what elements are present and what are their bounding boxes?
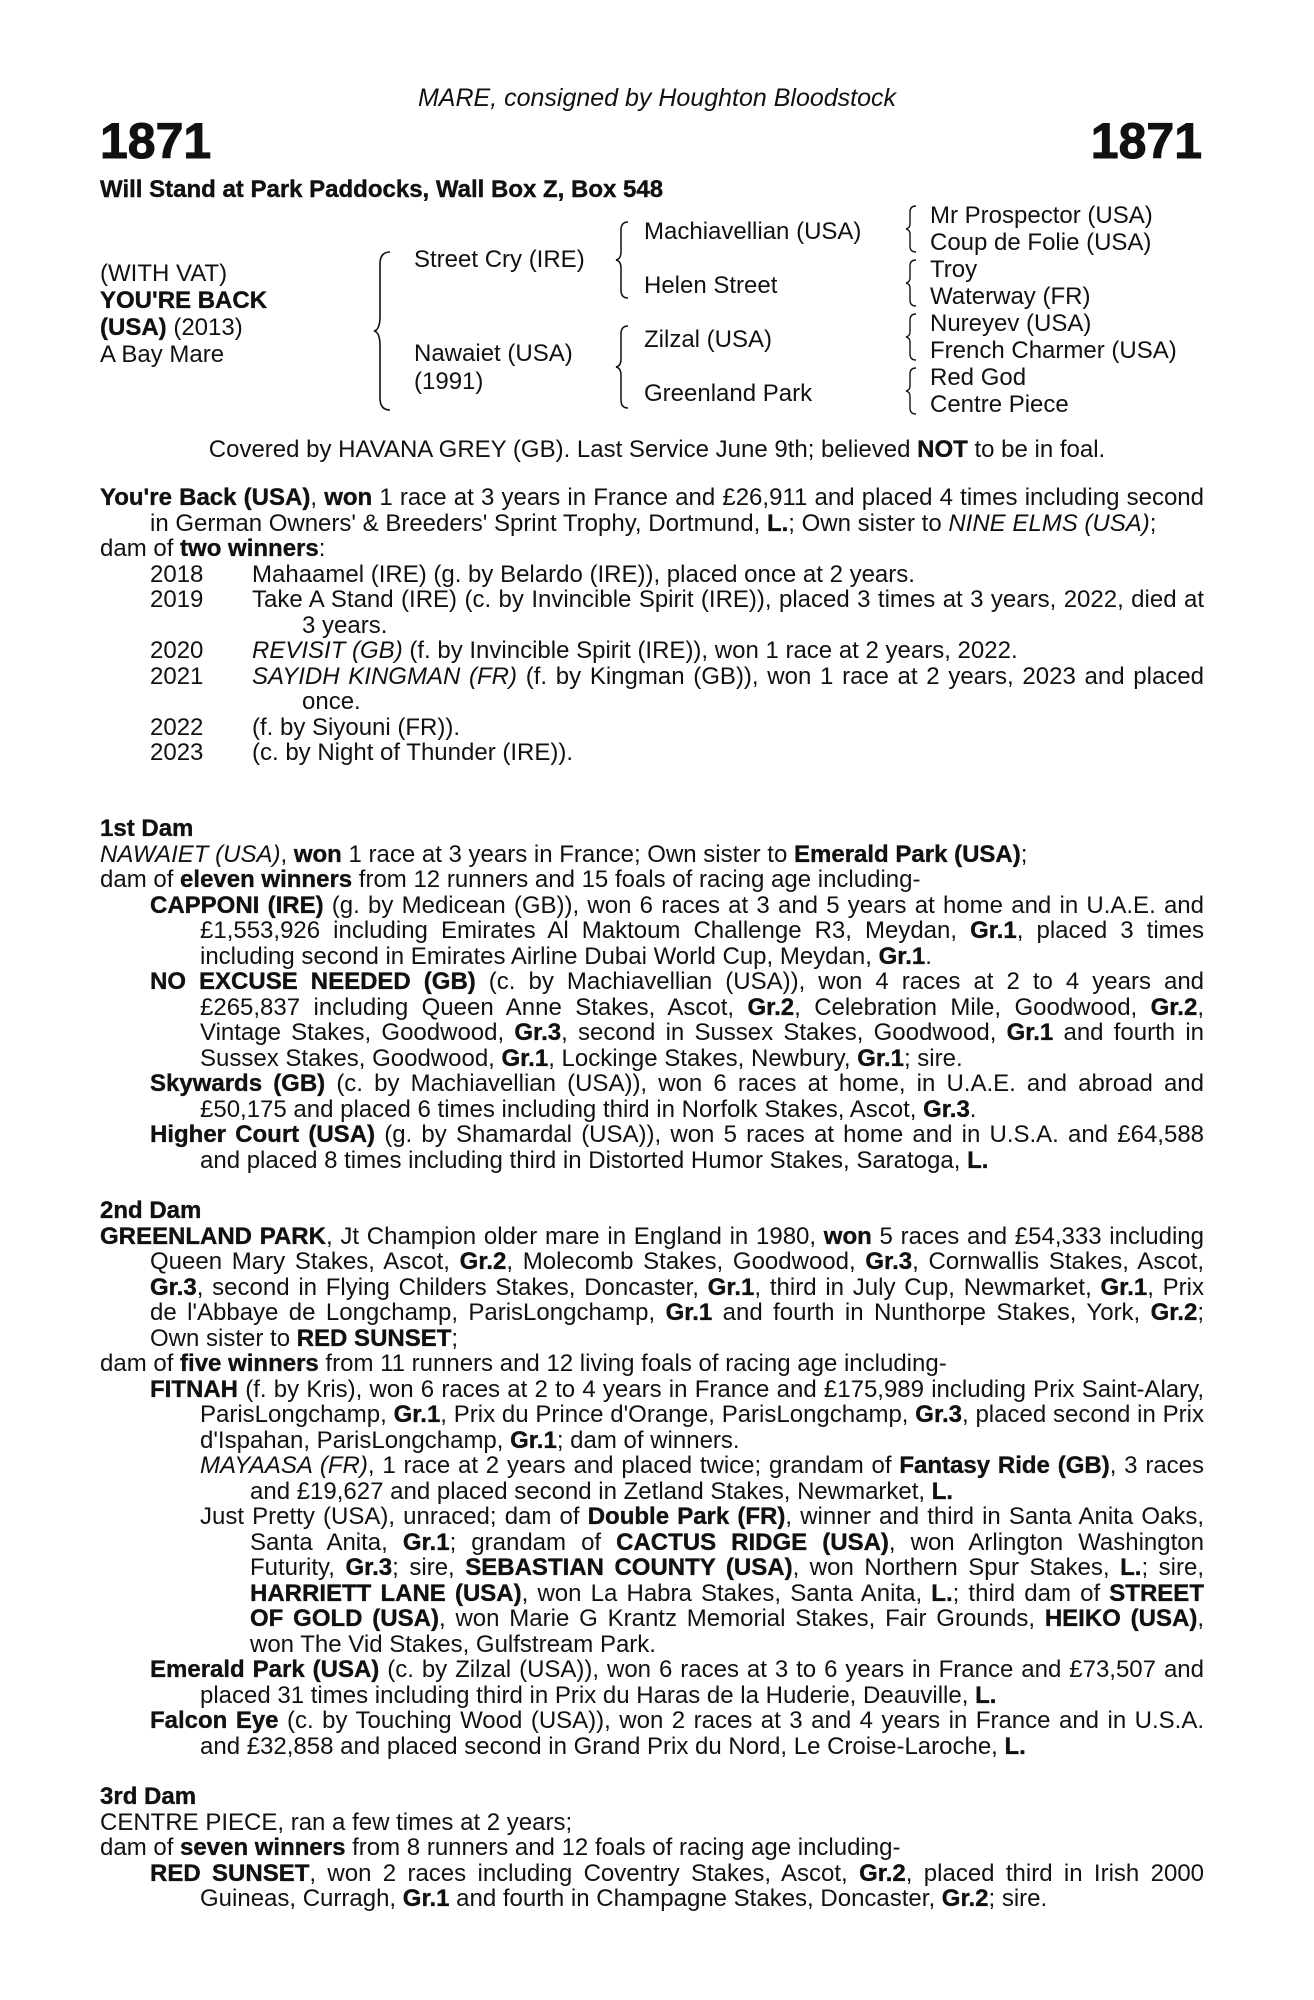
subject-country: (USA) xyxy=(100,314,167,341)
first-dam-section xyxy=(100,816,1204,1173)
produce-entry: Emerald Park (USA) (c. by Zilzal (USA)), won 6 races at 3 to 6 years in France and £73,507 and placed 31 times including third in Prix du Haras de la Huderie, Deauville, L. xyxy=(150,1656,1204,1709)
pedigree-ss: Machiavellian (USA) xyxy=(644,218,862,245)
produce-entry: Higher Court (USA) (g. by Shamardal (USA)), won 5 races at home and in U.S.A. and £64,588 and placed 8 times including third in Distorted Humor Stakes, Saratoga, L. xyxy=(150,1121,1205,1174)
pedigree-dds: Red God xyxy=(930,364,1027,391)
produce-entry: NO EXCUSE NEEDED (GB) (c. by Machiavellian (USA)), won 4 races at 2 to 4 years and £265,837 including Queen Anne Stakes, Ascot, Gr.2, Celebration Mile, Goodwood, Gr.2, Vintage Stakes, Goodwood, Gr.3, second in Sussex Stakes, Goodwood, Gr.1 and fourth in Sussex Stakes, Goodwood, Gr.1, Lockinge Stakes, Newbury, Gr.1; sire. xyxy=(150,968,1205,1072)
stand-location: Will Stand at Park Paddocks, Wall Box Z, Box 548 xyxy=(100,176,664,203)
produce-section xyxy=(100,485,1204,766)
subject-year-line xyxy=(100,314,243,341)
produce-entry: MAYAASA (FR), 1 race at 2 years and placed twice; grandam of Fantasy Ride (GB), 3 races and £19,627 and placed second in Zetland Stakes, Newmarket, L. xyxy=(200,1452,1205,1505)
pedigree-sds: Troy xyxy=(930,256,978,283)
pedigree-dsd: French Charmer (USA) xyxy=(930,337,1177,364)
pedigree-brace-dam xyxy=(614,324,632,410)
foal-row: 2022 (f. by Siyouni (FR)). xyxy=(150,713,461,741)
foal-row: 2023 (c. by Night of Thunder (IRE)). xyxy=(150,739,573,766)
foal-row: 2018 Mahaamel (IRE) (g. by Belardo (IRE)), placed once at 2 years. xyxy=(150,560,915,588)
pedigree-dam: Nawaiet (USA) xyxy=(414,340,573,367)
subject-year: (2013) xyxy=(166,314,243,341)
subject-name-line xyxy=(100,287,267,314)
second-dam-intro: GREENLAND PARK, Jt Champion older mare in England in 1980, won 5 races and £54,333 including Queen Mary Stakes, Ascot, Gr.2, Molecomb Stakes, Goodwood, Gr.3, Cornwallis Stakes, Ascot, Gr.3, second in Flying Childers Stakes, Doncaster, Gr.1, third in July Cup, Newmarket, Gr.1, Prix de l'Abbaye de Longchamp, ParisLongchamp, Gr.1 and fourth in Nunthorpe Stakes, York, Gr.2; Own sister to RED SUNSET; xyxy=(100,1222,1205,1352)
pedigree-dd: Greenland Park xyxy=(644,380,813,407)
produce-intro: You're Back (USA), won 1 race at 3 years in France and £26,911 and placed 4 times including second in German Owners' & Breeders' Sprint Trophy, Dortmund, L.; Own sister to NINE ELMS (USA); xyxy=(100,484,1204,537)
pedigree-sdd: Waterway (FR) xyxy=(930,283,1091,310)
lot-number-right: 1871 xyxy=(1090,113,1202,169)
foal-row: 2019 Take A Stand (IRE) (c. by Invincible Spirit (IRE)), placed 3 times at 3 years, 2022, died at 3 years. xyxy=(150,586,1204,639)
pedigree-dss: Nureyev (USA) xyxy=(930,310,1092,337)
covered-not: NOT xyxy=(917,436,968,463)
subject-name: YOU'RE BACK xyxy=(100,287,268,314)
produce-entry: RED SUNSET, won 2 races including Coventry Stakes, Ascot, Gr.2, placed third in Irish 2000 Guineas, Curragh, Gr.1 and fourth in Champagne Stakes, Doncaster, Gr.2; sire. xyxy=(150,1859,1205,1912)
first-dam-intro: NAWAIET (USA), won 1 race at 3 years in France; Own sister to Emerald Park (USA); xyxy=(100,840,1028,868)
pedigree-brace-ss xyxy=(904,204,920,254)
third-dam-heading: 3rd Dam xyxy=(100,1783,197,1810)
third-dam-damof: dam of seven winners from 8 runners and 12 foals of racing age including- xyxy=(100,1834,901,1861)
pedigree-ddd: Centre Piece xyxy=(930,391,1069,418)
pedigree-brace-sire xyxy=(614,220,632,300)
first-dam-heading: 1st Dam xyxy=(100,815,194,842)
pedigree-brace-main xyxy=(372,250,394,412)
pedigree-brace-ds xyxy=(904,312,920,362)
pedigree-ds: Zilzal (USA) xyxy=(644,326,773,353)
subject-description: A Bay Mare xyxy=(100,341,225,368)
foal-row: 2020 REVISIT (GB) (f. by Invincible Spirit (IRE)), won 1 race at 2 years, 2022. xyxy=(150,637,1018,664)
subject-vat: (WITH VAT) xyxy=(100,260,228,287)
pedigree-ssd: Coup de Folie (USA) xyxy=(930,229,1152,256)
consignment-line: MARE, consigned by Houghton Bloodstock xyxy=(417,84,897,112)
first-dam-damof: dam of eleven winners from 12 runners and 15 foals of racing age including- xyxy=(100,866,921,893)
produce-entry: Falcon Eye (c. by Touching Wood (USA)), won 2 races at 3 and 4 years in France and in U.S.A. and £32,858 and placed second in Grand Prix du Nord, Le Croise-Laroche, L. xyxy=(150,1707,1205,1760)
pedigree-sire: Street Cry (IRE) xyxy=(414,246,585,273)
produce-entry: FITNAH (f. by Kris), won 6 races at 2 to 4 years in France and £175,989 including Prix Saint-Alary, ParisLongchamp, Gr.1, Prix du Prince d'Orange, ParisLongchamp, Gr.3, placed second in Prix d'Ispahan, ParisLongchamp, Gr.1; dam of winners. xyxy=(150,1375,1205,1454)
pedigree-dam-year: (1991) xyxy=(414,368,484,395)
pedigree-brace-sd xyxy=(904,258,920,308)
produce-entry: Just Pretty (USA), unraced; dam of Double Park (FR), winner and third in Santa Anita Oaks, Santa Anita, Gr.1; grandam of CACTUS RIDGE (USA), won Arlington Washington Futurity, Gr.3; sire, SEBASTIAN COUNTY (USA), won Northern Spur Stakes, L.; sire, HARRIETT LANE (USA), won La Habra Stakes, Santa Anita, L.; third dam of STREET OF GOLD (USA), won Marie G Krantz Memorial Stakes, Fair Grounds, HEIKO (USA), won The Vid Stakes, Gulfstream Park. xyxy=(200,1503,1204,1658)
third-dam-section xyxy=(100,1784,1204,1912)
third-dam-intro: CENTRE PIECE, ran a few times at 2 years; xyxy=(100,1808,573,1836)
pedigree-brace-dd xyxy=(904,366,920,416)
pedigree-sd: Helen Street xyxy=(644,272,778,299)
pedigree-sss: Mr Prospector (USA) xyxy=(930,202,1153,229)
produce-damof: dam of two winners: xyxy=(100,535,326,562)
covered-line: Covered by HAVANA GREY (GB). Last Service June 9th; believed NOT to be in foal. xyxy=(208,436,1106,463)
second-dam-heading: 2nd Dam xyxy=(100,1197,202,1224)
second-dam-damof: dam of five winners from 11 runners and 12 living foals of racing age including- xyxy=(100,1350,947,1377)
foal-row: 2021 SAYIDH KINGMAN (FR) (f. by Kingman (GB)), won 1 race at 2 years, 2023 and placed once. xyxy=(150,662,1204,715)
lot-number-left: 1871 xyxy=(100,113,212,169)
produce-entry: Skywards (GB) (c. by Machiavellian (USA)), won 6 races at home, in U.A.E. and abroad and £50,175 and placed 6 times including third in Norfolk Stakes, Ascot, Gr.3. xyxy=(150,1070,1205,1123)
produce-entry: CAPPONI (IRE) (g. by Medicean (GB)), won 6 races at 3 and 5 years at home and in U.A.E. and £1,553,926 including Emirates Al Maktoum Challenge R3, Meydan, Gr.1, placed 3 times including second in Emirates Airline Dubai World Cup, Meydan, Gr.1. xyxy=(150,891,1205,970)
second-dam-section xyxy=(100,1198,1204,1759)
pedigree-block xyxy=(0,200,1314,430)
